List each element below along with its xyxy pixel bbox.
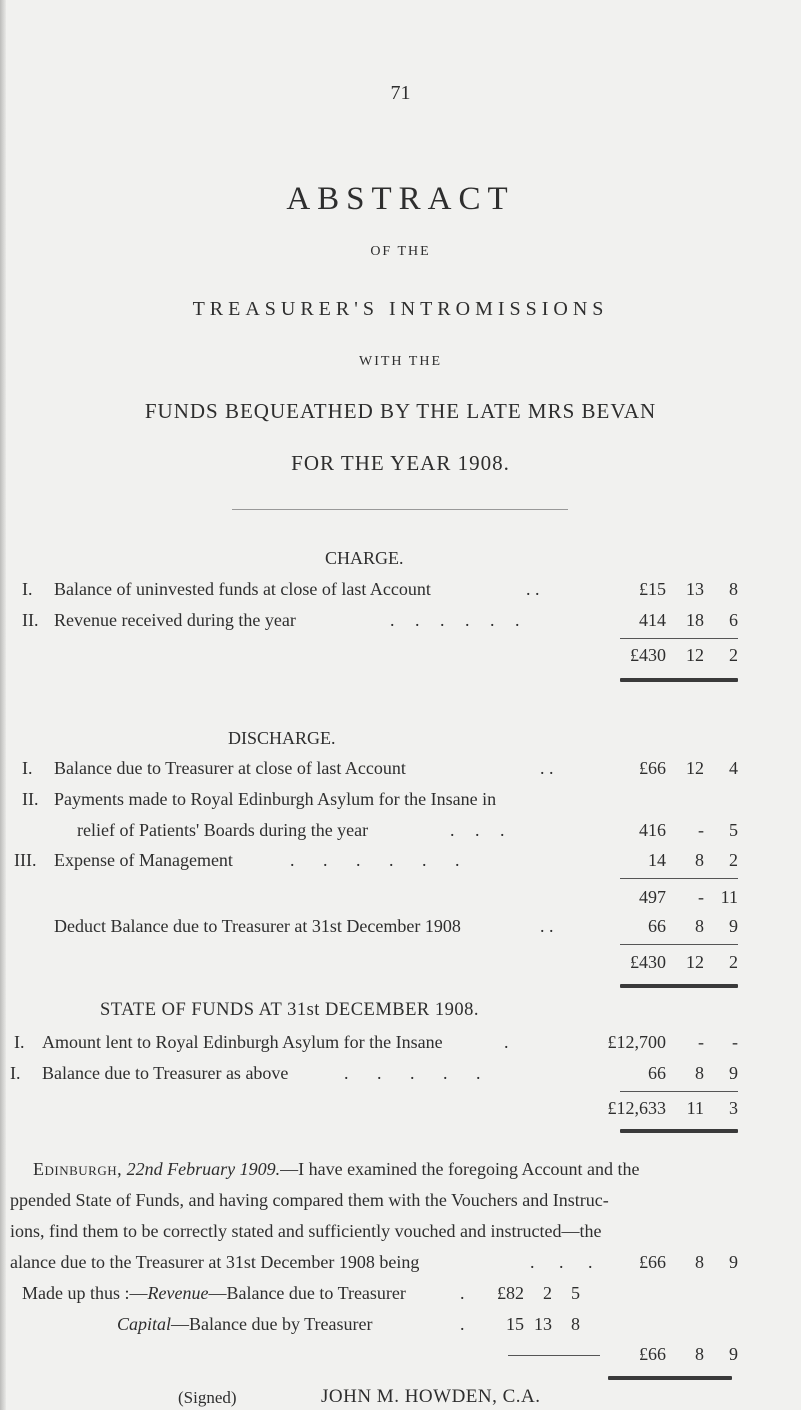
heading-divider [232,509,568,510]
state-row-2-desc: Balance due to Treasurer as above [42,1063,289,1083]
state-row-1-pounds: £12,700 [607,1032,666,1052]
state-row-1-desc: Amount lent to Royal Edinburgh Asylum for the Insane [42,1032,443,1052]
capital-shillings: 13 [534,1314,552,1334]
state-row-2-num: I. [10,1063,21,1083]
discharge-row-2-shillings: - [698,820,704,840]
discharge-row-1-pence: 4 [729,758,738,778]
charge-row-1-dots: . . [526,579,540,599]
state-row-1-shillings: - [698,1032,704,1052]
capital-desc: —Balance due by Treasurer [171,1314,373,1334]
discharge-row-1-desc: Balance due to Treasurer at close of last Account [54,758,406,778]
state-total-double-rule [620,1129,738,1133]
revenue-shillings: 2 [543,1283,552,1303]
certificate-capital-line [117,1314,372,1335]
charge-row-2-shillings: 18 [686,610,704,630]
capital-dots: . [460,1314,465,1334]
heading-subject: TREASURER'S INTROMISSIONS [192,298,609,320]
charge-row-2-pence: 6 [729,610,738,630]
deduct-dots: . . [540,916,554,936]
deduct-pence: 9 [729,916,738,936]
certificate-line-3: ions, find them to be correctly stated and sufficiently vouched and instructed—the [10,1221,602,1241]
revenue-label: Revenue [147,1283,209,1303]
charge-title: CHARGE. [325,548,404,568]
signed-label: (Signed) [178,1388,237,1407]
discharge-row-2-num: II. [22,789,39,809]
state-row-2-pounds: 66 [648,1063,666,1083]
heading-with-the: WITH THE [359,354,442,369]
discharge-row-1-dots: . . [540,758,554,778]
discharge-row-2-pence: 5 [729,820,738,840]
state-sum-rule [620,1091,738,1092]
state-total-shillings: 11 [686,1098,704,1118]
charge-row-2-num: II. [22,610,39,630]
discharge-subtotal-pence: 11 [720,887,738,907]
made-up-label: Made up thus :— [22,1283,148,1303]
charge-row-1-pounds: £15 [639,579,666,599]
revenue-pence: 5 [571,1283,580,1303]
revenue-pounds: £82 [497,1283,524,1303]
discharge-total-pounds: £430 [630,952,666,972]
discharge-total-rule [620,944,738,945]
state-total-pence: 3 [729,1098,738,1118]
charge-row-2-desc: Revenue received during the year [54,610,296,630]
capital-label: Capital [117,1314,172,1334]
charge-row-1-desc: Balance of uninvested funds at close of last Account [54,579,431,599]
certificate-place: Edinburgh, [33,1159,123,1179]
certificate-line-4-dots: . . . [530,1252,603,1272]
discharge-row-1-num: I. [22,758,33,778]
certificate-line-1 [33,1159,639,1180]
discharge-subtotal-pounds: 497 [639,887,666,907]
discharge-row-2-desc-cont: relief of Patients' Boards during the year [77,820,369,840]
charge-row-2-pounds: 414 [639,610,666,630]
discharge-title: DISCHARGE. [228,728,336,748]
made-up-sum-rule [508,1355,600,1356]
certificate-line-4: alance due to the Treasurer at 31st December 1908 being [10,1252,420,1272]
discharge-row-2-pounds: 416 [639,820,666,840]
charge-sum-rule [620,638,738,639]
document-title: ABSTRACT [286,181,515,217]
certificate-date: 22nd February 1909. [126,1159,281,1179]
page-number: 71 [390,82,411,104]
discharge-row-3-pounds: 14 [648,850,666,870]
certificate-balance-shillings: 8 [695,1252,704,1272]
discharge-row-3-desc: Expense of Management [54,850,233,870]
discharge-row-2-dots: . . . [450,820,513,840]
state-title: STATE OF FUNDS AT 31st DECEMBER 1908. [100,1000,480,1020]
state-row-2-shillings: 8 [695,1063,704,1083]
certificate-balance-pence: 9 [729,1252,738,1272]
state-row-1-pence: - [732,1032,738,1052]
charge-total-double-rule [620,678,738,682]
state-row-1-dots: . [504,1032,509,1052]
state-row-1-num: I. [14,1032,25,1052]
deduct-desc: Deduct Balance due to Treasurer at 31st December 1908 [54,916,461,936]
discharge-row-3-shillings: 8 [695,850,704,870]
discharge-row-3-num: III. [14,850,37,870]
certificate-revenue-line [22,1283,406,1304]
final-pounds: £66 [639,1344,666,1364]
final-shillings: 8 [695,1344,704,1364]
certificate-line-2: ppended State of Funds, and having compared them with the Vouchers and Instruc- [10,1190,609,1210]
capital-pounds: 15 [506,1314,524,1334]
discharge-total-pence: 2 [729,952,738,972]
state-total-pounds: £12,633 [607,1098,666,1118]
charge-total-pounds: £430 [630,645,666,665]
state-row-2-pence: 9 [729,1063,738,1083]
charge-total-pence: 2 [729,645,738,665]
heading-year: FOR THE YEAR 1908. [291,451,510,475]
deduct-pounds: 66 [648,916,666,936]
capital-pence: 8 [571,1314,580,1334]
revenue-desc: —Balance due to Treasurer [208,1283,406,1303]
final-pence: 9 [729,1344,738,1364]
discharge-subtotal-shillings: - [698,887,704,907]
state-row-2-dots: . . . . . [344,1063,493,1083]
revenue-dots: . [460,1283,465,1303]
charge-row-1-num: I. [22,579,33,599]
discharge-total-shillings: 12 [686,952,704,972]
certificate-balance-pounds: £66 [639,1252,666,1272]
final-double-rule [608,1376,732,1380]
charge-row-2-dots: . . . . . . [390,610,528,630]
heading-funds: FUNDS BEQUEATHED BY THE LATE MRS BEVAN [144,399,657,423]
charge-row-1-pence: 8 [729,579,738,599]
discharge-row-3-dots: . . . . . . [290,850,472,870]
discharge-total-double-rule [620,984,738,988]
discharge-row-1-pounds: £66 [639,758,666,778]
signatory-name: JOHN M. HOWDEN, C.A. [321,1386,541,1407]
heading-of-the: OF THE [370,244,431,259]
discharge-row-2-desc: Payments made to Royal Edinburgh Asylum for the Insane in [54,789,497,809]
charge-total-shillings: 12 [686,645,704,665]
charge-row-1-shillings: 13 [686,579,704,599]
discharge-row-3-pence: 2 [729,850,738,870]
discharge-sum-rule [620,878,738,879]
discharge-row-1-shillings: 12 [686,758,704,778]
certificate-line-1-text: —I have examined the foregoing Account and the [280,1159,640,1179]
deduct-shillings: 8 [695,916,704,936]
